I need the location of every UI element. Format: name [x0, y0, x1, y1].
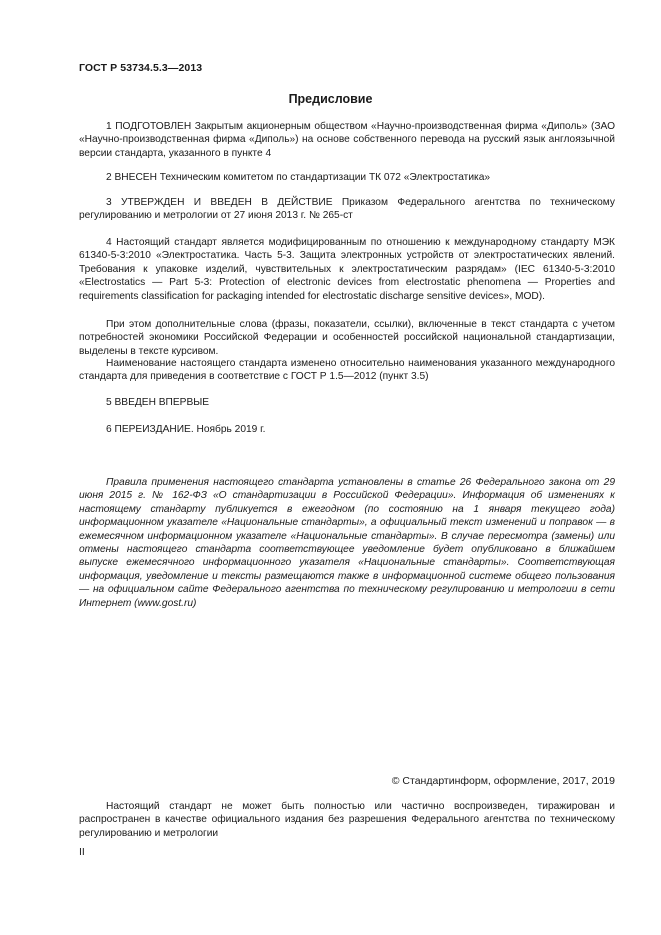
legal-notice: Правила применения настоящего стандарта установлены в статье 26 Федерального закона от 29 июня 2015 г. № 162-ФЗ «О стандартизации в Российской Федерации». Информация об изменениях к настоящему стандарту публикуется в ежегодном (по состоянию на 1 января текущего года) информационном указателе «Национальные стандарты», а официальный текст изменений и поправок — в ежемесячном информационном указателе «Национальные стандарты». В случае пересмотра (замены) или отмены настоящего стандарта соответствующее уведомление будет опубликовано в ближайшем выпуске ежемесячного информационного указателя «Национальные стандарты». Соответствующая информация, уведомление и тексты размещаются также в информационной системе общего пользования — на официальном сайте Федерального агентства по техническому регулированию и метрологии в сети Интернет (www.gost.ru) — [79, 477, 615, 609]
section-title: Предисловие — [288, 92, 373, 106]
paragraph-3: 3 УТВЕРЖДЕН И ВВЕДЕН В ДЕЙСТВИЕ Приказом Федерального агентства по техническому регулированию и метрологии от 27 июня 2013 г. № 265-ст — [79, 197, 615, 222]
reproduction-notice: Настоящий стандарт не может быть полностью или частично воспроизведен, тиражирован и распространен в качестве официального издания без разрешения Федерального агентства по техническому регулированию и метрологии — [79, 801, 615, 839]
paragraph-4: 4 Настоящий стандарт является модифицированным по отношению к международному стандарту МЭК 61340-5-3:2010 «Электростатика. Часть 5-3. Защита электронных устройств от электростатических явлений. Требования к упаковке изделий, чувствительных к электростатическим разрядам» (IEC 61340-5-3:2010 «Electrostatics — Part 5-3: Protection of electronic devices from electrostatic phenomena — Properties and requirements classification for packaging intended for electrostatic discharge sensitive devices», MOD). — [79, 237, 615, 302]
paragraph-4c: Наименование настоящего стандарта изменено относительно наименования указанного международного стандарта для приведения в соответствие с ГОСТ Р 1.5—2012 (пункт 3.5) — [79, 358, 615, 383]
paragraph-6: 6 ПЕРЕИЗДАНИЕ. Ноябрь 2019 г. — [106, 424, 266, 435]
paragraph-1: 1 ПОДГОТОВЛЕН Закрытым акционерным обществом «Научно-производственная фирма «Диполь» (ЗАО «Научно-производственная фирма «Диполь») на основе собственного перевода на русский язык англоязычной версии стандарта, указанного в пункте 4 — [79, 121, 615, 159]
paragraph-4b: При этом дополнительные слова (фразы, показатели, ссылки), включенные в текст стандарта с учетом потребностей экономики Российской Федерации и особенностей российской национальной стандартизации, выделены в тексте курсивом. — [79, 319, 615, 357]
page-number: II — [79, 846, 85, 858]
copyright-line: © Стандартинформ, оформление, 2017, 2019 — [391, 775, 615, 787]
paragraph-2: 2 ВНЕСЕН Техническим комитетом по стандартизации ТК 072 «Электростатика» — [106, 172, 491, 183]
paragraph-5: 5 ВВЕДЕН ВПЕРВЫЕ — [106, 397, 210, 408]
document-code: ГОСТ Р 53734.5.3—2013 — [79, 62, 203, 74]
